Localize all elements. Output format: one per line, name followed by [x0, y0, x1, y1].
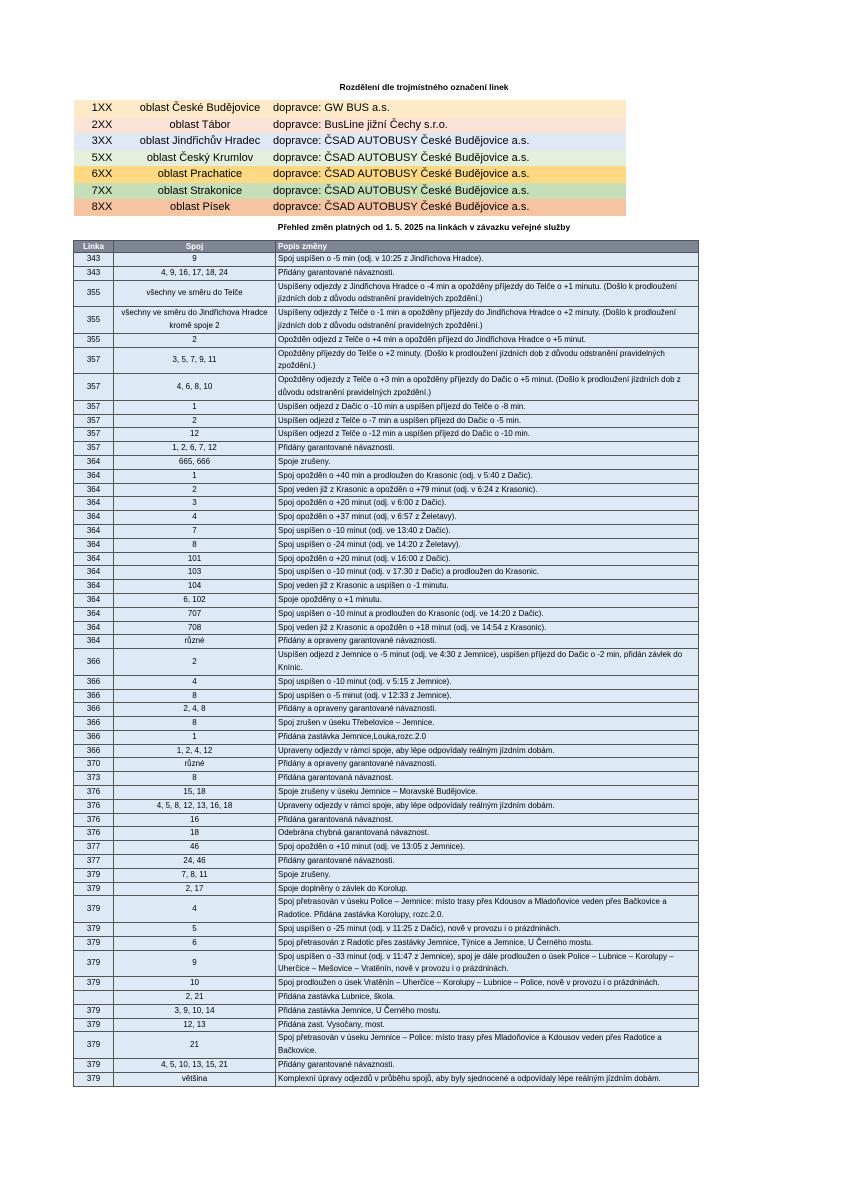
region-row [74, 150, 626, 167]
cell-popis: Opožděny příjezdy do Telče o +2 minuty. (Došlo k prodloužení jízdních dob z důvodu odstranění pravidelných zpoždění.) [276, 347, 699, 374]
cell-spoj: 1 [114, 400, 276, 414]
cell-spoj: 3, 9, 10, 14 [114, 1004, 276, 1018]
cell-popis: Spoj opožděn o +20 minut (odj. v 6:00 z Dačic). [276, 497, 699, 511]
table-row [74, 799, 699, 813]
region-code: 2XX [91, 118, 113, 131]
cell-spoj: 12, 13 [114, 1018, 276, 1032]
table-row [74, 552, 699, 566]
cell-popis: Přidány a opraveny garantované návaznosti. [276, 635, 699, 649]
cell-spoj: většina [114, 1072, 276, 1086]
table-row [74, 428, 699, 442]
cell-spoj: 7, 8, 11 [114, 868, 276, 882]
cell-popis: Spoj opožděn o +40 min a prodloužen do Krasonic (odj. v 5:40 z Dačic). [276, 469, 699, 483]
table-row [74, 347, 699, 374]
table-row [74, 635, 699, 649]
table-row [74, 758, 699, 772]
table-header-row [74, 241, 699, 253]
cell-linka: 379 [74, 977, 114, 991]
cell-spoj: 9 [114, 253, 276, 267]
cell-spoj: různé [114, 635, 276, 649]
region-row [74, 183, 626, 200]
cell-linka: 379 [74, 1004, 114, 1018]
cell-spoj: 6, 102 [114, 593, 276, 607]
region-area: oblast Prachatice [157, 168, 243, 181]
cell-popis: Spoj uspíšen o -33 minut (odj. v 11:47 z Jemnice), spoj je dále prodloužen o úsek Police – Lubnice – Korolupy – Uherčice – Mešovice – Vratěnín, nově v provozu i o prázdninách. [276, 950, 699, 977]
cell-spoj: 665, 666 [114, 455, 276, 469]
cell-linka: 357 [74, 442, 114, 456]
cell-linka: 366 [74, 689, 114, 703]
cell-popis: Uspíšeny odjezdy z Jindřichova Hradce o -4 min a opožděny příjezdy do Telče o +1 minutu. (Došlo k prodloužení jízdních dob z důvodu odstranění pravidelných zpoždění.) [276, 280, 699, 307]
table-row [74, 566, 699, 580]
region-area: oblast České Budějovice [139, 102, 261, 115]
cell-spoj: 1, 2, 4, 12 [114, 744, 276, 758]
cell-spoj: 16 [114, 813, 276, 827]
cell-spoj: 3, 5, 7, 9, 11 [114, 347, 276, 374]
region-row [74, 133, 626, 150]
table-row [74, 1032, 699, 1059]
cell-popis: Spoje opožděny o +1 minutu. [276, 593, 699, 607]
cell-spoj: 4, 5, 10, 13, 15, 21 [114, 1059, 276, 1073]
cell-linka: 364 [74, 497, 114, 511]
region-code: 8XX [91, 201, 113, 214]
cell-linka: 379 [74, 868, 114, 882]
cell-linka: 366 [74, 744, 114, 758]
cell-popis: Upraveny odjezdy v rámci spoje, aby lépe odpovídaly reálným jízdním dobám. [276, 799, 699, 813]
cell-linka: 379 [74, 1032, 114, 1059]
table-row [74, 280, 699, 307]
cell-popis: Přidány garantované návaznosti. [276, 855, 699, 869]
cell-linka: 364 [74, 621, 114, 635]
cell-spoj: 7 [114, 524, 276, 538]
region-area: oblast Písek [170, 201, 230, 214]
cell-spoj: 2 [114, 483, 276, 497]
cell-linka: 364 [74, 580, 114, 594]
changes-title: Přehled změn platných od 1. 5. 2025 na linkách v závazku veřejné služby [277, 222, 571, 232]
cell-popis: Spoj uspíšen o -10 minut a prodloužen do Krasonic (odj. ve 14:20 z Dačic). [276, 607, 699, 621]
cell-linka: 379 [74, 896, 114, 923]
table-row [74, 813, 699, 827]
cell-spoj: 8 [114, 772, 276, 786]
cell-spoj: 1, 2, 6, 7, 12 [114, 442, 276, 456]
table-row [74, 786, 699, 800]
cell-spoj: 2, 4, 8 [114, 703, 276, 717]
cell-spoj: 101 [114, 552, 276, 566]
cell-spoj: 8 [114, 717, 276, 731]
region-area: oblast Jindřichův Hradec [139, 135, 261, 148]
cell-spoj: všechny ve směru do Telče [114, 280, 276, 307]
cell-linka: 355 [74, 307, 114, 334]
cell-spoj: všechny ve směru do Jindřichova Hradce kromě spoje 2 [114, 307, 276, 334]
cell-popis: Odebrána chybná garantovaná návaznost. [276, 827, 699, 841]
cell-popis: Spoj přetrasován v úseku Jemnice – Police: místo trasy přes Mladoňovice a Kdousov veden přes Radotice a Bačkovice. [276, 1032, 699, 1059]
cell-linka: 377 [74, 841, 114, 855]
region-code: 6XX [91, 168, 113, 181]
table-row [74, 307, 699, 334]
cell-linka: 357 [74, 347, 114, 374]
cell-linka: 379 [74, 950, 114, 977]
cell-popis: Spoj veden již z Krasonic a opožděn o +79 minut (odj. v 6:24 z Krasonic). [276, 483, 699, 497]
cell-spoj: 2 [114, 333, 276, 347]
table-row [74, 621, 699, 635]
table-row [74, 730, 699, 744]
table-row [74, 538, 699, 552]
table-row [74, 923, 699, 937]
table-row [74, 717, 699, 731]
cell-popis: Přidána zastávka Lubnice, škola. [276, 991, 699, 1005]
cell-linka: 376 [74, 799, 114, 813]
cell-popis: Přidána zastávka Jemnice, U Černého mostu. [276, 1004, 699, 1018]
table-row [74, 580, 699, 594]
table-row [74, 882, 699, 896]
cell-spoj: 18 [114, 827, 276, 841]
regions-list [74, 100, 626, 216]
cell-linka: 376 [74, 813, 114, 827]
cell-spoj: 6 [114, 936, 276, 950]
cell-linka: 357 [74, 414, 114, 428]
cell-spoj: 8 [114, 538, 276, 552]
table-row [74, 689, 699, 703]
table-row [74, 1018, 699, 1032]
table-row [74, 511, 699, 525]
cell-spoj: 2 [114, 649, 276, 676]
cell-popis: Spoj opožděn o +20 minut (odj. v 16:00 z Dačic). [276, 552, 699, 566]
table-row [74, 936, 699, 950]
header-popis: Popis změny [276, 241, 699, 253]
table-row [74, 414, 699, 428]
cell-popis: Uspíšeny odjezdy z Telče o -1 min a opožděny příjezdy do Jindřichova Hradce o +2 minuty. (Došlo k prodloužení jízdních dob z důvodu odstranění pravidelných zpoždění.) [276, 307, 699, 334]
table-row [74, 950, 699, 977]
cell-linka: 343 [74, 266, 114, 280]
table-row [74, 469, 699, 483]
cell-spoj: 8 [114, 689, 276, 703]
cell-popis: Komplexní úpravy odjezdů v průběhu spojů, aby byly sjednocené a odpovídaly lépe reálným jízdním dobám. [276, 1072, 699, 1086]
table-row [74, 333, 699, 347]
table-row [74, 1072, 699, 1086]
cell-popis: Uspíšen odjezd z Jemnice o -5 minut (odj. ve 4:30 z Jemnice), uspíšen příjezd do Dačic o -2 min, přidán závlek do Knínic. [276, 649, 699, 676]
table-row [74, 855, 699, 869]
cell-popis: Upraveny odjezdy v rámci spoje, aby lépe odpovídaly reálným jízdním dobám. [276, 744, 699, 758]
cell-spoj: 5 [114, 923, 276, 937]
table-row [74, 649, 699, 676]
cell-spoj: 708 [114, 621, 276, 635]
region-carrier: dopravce: ČSAD AUTOBUSY České Budějovice a.s. [273, 184, 530, 197]
cell-spoj: 24, 46 [114, 855, 276, 869]
cell-spoj: 3 [114, 497, 276, 511]
table-row [74, 744, 699, 758]
cell-popis: Spoj uspíšen o -24 minut (odj. ve 14:20 z Želetavy). [276, 538, 699, 552]
cell-popis: Uspíšen odjezd z Telče o -7 min a uspíšen příjezd do Dačic o -5 min. [276, 414, 699, 428]
cell-linka: 376 [74, 786, 114, 800]
cell-popis: Uspíšen odjezd z Telče o -12 min a uspíšen příjezd do Dačic o -10 min. [276, 428, 699, 442]
table-row [74, 497, 699, 511]
cell-popis: Spoj veden již z Krasonic a opožděn o +18 minut (odj. ve 14:54 z Krasonic). [276, 621, 699, 635]
cell-linka: 366 [74, 649, 114, 676]
cell-popis: Spoje zrušeny v úseku Jemnice – Moravské Budějovice. [276, 786, 699, 800]
region-carrier: dopravce: ČSAD AUTOBUSY České Budějovice a.s. [273, 201, 530, 214]
cell-popis: Spoje zrušeny. [276, 868, 699, 882]
region-code: 7XX [91, 184, 113, 197]
cell-linka: 364 [74, 552, 114, 566]
region-area: oblast Strakonice [157, 184, 243, 197]
cell-linka: 364 [74, 538, 114, 552]
region-area: oblast Tábor [169, 118, 231, 131]
cell-spoj: 9 [114, 950, 276, 977]
table-row [74, 442, 699, 456]
table-row [74, 772, 699, 786]
cell-popis: Uspíšen odjezd z Dačic o -10 min a uspíšen příjezd do Telče o -8 min. [276, 400, 699, 414]
cell-popis: Přidány garantované návaznosti. [276, 1059, 699, 1073]
cell-linka: 364 [74, 593, 114, 607]
table-row [74, 266, 699, 280]
region-row [74, 100, 626, 117]
cell-popis: Přidány a opraveny garantované návaznosti. [276, 758, 699, 772]
cell-linka: 373 [74, 772, 114, 786]
cell-popis: Opožděny odjezdy z Telče o +3 min a opožděny příjezdy do Dačic o +5 minut. (Došlo k prodloužení jízdních dob z důvodu odstranění pravidelných zpoždění.) [276, 374, 699, 401]
cell-popis: Přidány garantované návaznosti. [276, 266, 699, 280]
cell-linka: 364 [74, 635, 114, 649]
cell-linka: 379 [74, 1059, 114, 1073]
cell-popis: Spoj uspíšen o -10 minut (odj. v 17:30 z Dačic) a prodloužen do Krasonic. [276, 566, 699, 580]
cell-spoj: 4, 9, 16, 17, 18, 24 [114, 266, 276, 280]
cell-linka: 379 [74, 923, 114, 937]
cell-popis: Spoj přetrasován z Radotic přes zastávky Jemnice, Týnice a Jemnice, U Černého mostu. [276, 936, 699, 950]
cell-popis: Spoj opožděn o +10 minut (odj. ve 13:05 z Jemnice). [276, 841, 699, 855]
cell-linka: 364 [74, 524, 114, 538]
cell-spoj: 4 [114, 896, 276, 923]
cell-spoj: 10 [114, 977, 276, 991]
region-carrier: dopravce: ČSAD AUTOBUSY České Budějovice a.s. [273, 151, 530, 164]
cell-spoj: 4 [114, 511, 276, 525]
table-row [74, 524, 699, 538]
cell-linka: 364 [74, 483, 114, 497]
table-row [74, 977, 699, 991]
region-code: 5XX [91, 151, 113, 164]
cell-spoj: 46 [114, 841, 276, 855]
cell-popis: Spoj přetrasován v úseku Police – Jemnice: místo trasy přes Kdousov a Mladoňovice veden přes Bačkovice a Radotice. Přidána zastávka Korolupy, rozc.2.0. [276, 896, 699, 923]
cell-popis: Přidána garantovaná návaznost. [276, 772, 699, 786]
cell-linka: 343 [74, 253, 114, 267]
regions-title: Rozdělení dle trojmístného označení linek [339, 82, 509, 92]
cell-linka: 370 [74, 758, 114, 772]
cell-linka: 379 [74, 1072, 114, 1086]
table-row [74, 593, 699, 607]
cell-spoj: 12 [114, 428, 276, 442]
cell-spoj: 21 [114, 1032, 276, 1059]
table-row [74, 374, 699, 401]
cell-spoj: 1 [114, 469, 276, 483]
cell-linka: 366 [74, 717, 114, 731]
cell-popis: Přidána garantovaná návaznost. [276, 813, 699, 827]
cell-linka: 366 [74, 675, 114, 689]
cell-linka [74, 991, 114, 1005]
cell-spoj: 103 [114, 566, 276, 580]
table-row [74, 868, 699, 882]
cell-spoj: 4, 5, 8, 12, 13, 16, 18 [114, 799, 276, 813]
cell-spoj: 707 [114, 607, 276, 621]
region-row [74, 117, 626, 134]
table-row [74, 1004, 699, 1018]
table-row [74, 483, 699, 497]
region-row [74, 166, 626, 183]
cell-popis: Spoje doplněny o závlek do Korolup. [276, 882, 699, 896]
cell-linka: 366 [74, 730, 114, 744]
cell-linka: 364 [74, 469, 114, 483]
cell-linka: 364 [74, 511, 114, 525]
cell-spoj: 4, 6, 8, 10 [114, 374, 276, 401]
cell-popis: Spoj zrušen v úseku Třebelovice – Jemnice. [276, 717, 699, 731]
table-row [74, 703, 699, 717]
cell-popis: Spoj uspíšen o -10 minut (odj. v 5:15 z Jemnice). [276, 675, 699, 689]
cell-popis: Přidána zast. Vysočany, most. [276, 1018, 699, 1032]
cell-linka: 357 [74, 374, 114, 401]
cell-linka: 357 [74, 400, 114, 414]
cell-spoj: 2 [114, 414, 276, 428]
cell-spoj: 2, 21 [114, 991, 276, 1005]
region-code: 1XX [91, 102, 113, 115]
cell-popis: Spoj opožděn o +37 minut (odj. v 6:57 z Želetavy). [276, 511, 699, 525]
cell-popis: Přidány a opraveny garantované návaznosti. [276, 703, 699, 717]
cell-popis: Spoj uspíšen o -25 minut (odj. v 11:25 z Dačic), nově v provozu i o prázdninách. [276, 923, 699, 937]
cell-popis: Spoj uspíšen o -5 min (odj. v 10:25 z Jindřichova Hradce). [276, 253, 699, 267]
cell-linka: 364 [74, 566, 114, 580]
region-carrier: dopravce: BusLine jižní Čechy s.r.o. [273, 118, 448, 131]
cell-popis: Spoj veden již z Krasonic a uspíšen o -1 minutu. [276, 580, 699, 594]
cell-linka: 355 [74, 280, 114, 307]
table-row [74, 675, 699, 689]
cell-linka: 379 [74, 1018, 114, 1032]
region-row [74, 199, 626, 216]
table-row [74, 827, 699, 841]
table-row [74, 896, 699, 923]
cell-popis: Přidána zastávka Jemnice,Louka,rozc.2.0 [276, 730, 699, 744]
region-code: 3XX [91, 135, 113, 148]
cell-spoj: 1 [114, 730, 276, 744]
cell-spoj: 104 [114, 580, 276, 594]
cell-linka: 364 [74, 455, 114, 469]
cell-linka: 357 [74, 428, 114, 442]
cell-spoj: různé [114, 758, 276, 772]
cell-popis: Spoj prodloužen o úsek Vratěnín – Uherčice – Korolupy – Lubnice – Police, nově v provozu i o prázdninách. [276, 977, 699, 991]
table-row [74, 841, 699, 855]
cell-popis: Přidány garantované návaznosti. [276, 442, 699, 456]
table-row [74, 607, 699, 621]
cell-linka: 366 [74, 703, 114, 717]
cell-popis: Opožděn odjezd z Telče o +4 min a opožděn příjezd do Jindřichova Hradce o +5 minut. [276, 333, 699, 347]
header-spoj: Spoj [114, 241, 276, 253]
table-row [74, 991, 699, 1005]
table-row [74, 253, 699, 267]
cell-linka: 355 [74, 333, 114, 347]
cell-popis: Spoje zrušeny. [276, 455, 699, 469]
cell-spoj: 15, 18 [114, 786, 276, 800]
region-carrier: dopravce: GW BUS a.s. [273, 102, 390, 115]
cell-popis: Spoj uspíšen o -10 minut (odj. ve 13:40 z Dačic). [276, 524, 699, 538]
region-area: oblast Český Krumlov [146, 151, 254, 164]
cell-linka: 376 [74, 827, 114, 841]
table-row [74, 455, 699, 469]
region-carrier: dopravce: ČSAD AUTOBUSY České Budějovice a.s. [273, 135, 530, 148]
table-row [74, 400, 699, 414]
cell-linka: 379 [74, 936, 114, 950]
cell-spoj: 4 [114, 675, 276, 689]
cell-linka: 377 [74, 855, 114, 869]
region-carrier: dopravce: ČSAD AUTOBUSY České Budějovice a.s. [273, 168, 530, 181]
cell-linka: 364 [74, 607, 114, 621]
changes-table [73, 240, 699, 1087]
cell-spoj: 2, 17 [114, 882, 276, 896]
table-row [74, 1059, 699, 1073]
cell-linka: 379 [74, 882, 114, 896]
cell-popis: Spoj uspíšen o -5 minut (odj. v 12:33 z Jemnice). [276, 689, 699, 703]
header-linka: Linka [74, 241, 114, 253]
